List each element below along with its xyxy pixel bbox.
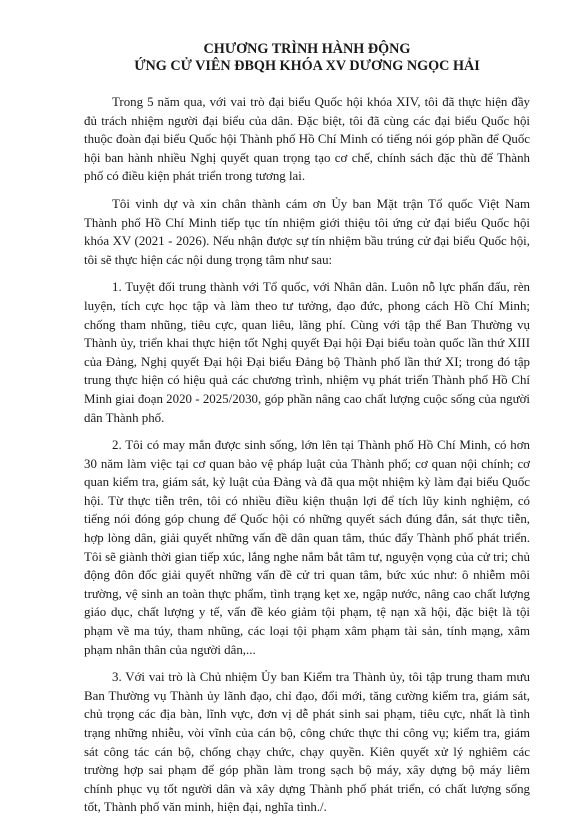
paragraph-point-2: 2. Tôi có may mắn được sinh sống, lớn lên tại Thành phố Hồ Chí Minh, có hơn 30 năm làm việc tại cơ quan bảo vệ pháp luật của Thành phố; cơ quan nội chính; cơ quan kiểm tra, giám sát, kỷ luật của Đảng và đã qua một nhiệm kỳ làm đại biểu Quốc hội. Từ thực tiễn trên, tôi có nhiều điều kiện thuận lợi để tích lũy kinh nghiệm, có tiếng nói đóng góp chung để Quốc hội có những quyết sách đúng đắn, sát thực tiễn, hợp lòng dân, giải quyết những vấn đề dân quan tâm, thúc đẩy Thành phố phát triển. Tôi sẽ giành thời gian tiếp xúc, lắng nghe nắm bắt tâm tư, nguyện vọng của cử tri; chủ động đôn đốc giải quyết những vấn đề cử tri quan tâm, bức xúc như: ô nhiễm môi trường, vệ sinh an toàn thực phẩm, tình trạng kẹt xe, ngập nước, nâng cao chất lượng giáo dục, chất lượng y tế, vấn đề kéo giảm tội phạm, tệ nạn xã hội, đặc biệt là tội phạm về ma túy, tham nhũng, các loại tội phạm xâm phạm tài sản, tính mạng, xâm phạm nhân thân của người dân,... xyxy=(84,438,530,657)
paragraph-point-1: 1. Tuyệt đối trung thành với Tổ quốc, với Nhân dân. Luôn nỗ lực phấn đấu, rèn luyện, tích cực học tập và làm theo tư tưởng, đạo đức, phong cách Hồ Chí Minh; chống tham nhũng, tiêu cực, quan liêu, lãng phí. Cùng với tập thể Ban Thường vụ Thành ủy, triển khai thực hiện tốt Nghị quyết Đại hội Đại biểu toàn quốc lần thứ XIII của Đảng, Nghị quyết Đại hội Đại biểu Đảng bộ Thành phố lần thứ XI; trong đó tập trung thực hiện có hiệu quả các chương trình, nhiệm vụ phát triển Thành phố Hồ Chí Minh giai đoạn 2020 - 2025/2030, góp phần nâng cao chất lượng cuộc sống của người dân Thành phố. xyxy=(84,280,530,425)
document-title-line2: ỨNG CỬ VIÊN ĐBQH KHÓA XV DƯƠNG NGỌC HẢI xyxy=(134,58,480,74)
document-title-line1: CHƯƠNG TRÌNH HÀNH ĐỘNG xyxy=(203,41,411,57)
paragraph-thanks: Tôi vinh dự và xin chân thành cám ơn Ủy ban Mặt trận Tổ quốc Việt Nam Thành phố Hồ Chí Minh tiếp tục tín nhiệm giới thiệu tôi ứng cử đại biểu Quốc hội khóa XV (2021 - 2026). Nếu nhận được sự tín nhiệm bầu trúng cử đại biểu Quốc hội, tôi sẽ thực hiện các nội dung trọng tâm như sau: xyxy=(84,196,530,267)
paragraph-intro: Trong 5 năm qua, với vai trò đại biểu Quốc hội khóa XIV, tôi đã thực hiện đầy đủ trách nhiệm người đại biểu của dân. Đặc biệt, tôi đã cùng các đại biểu Quốc hội thuộc đoàn đại biểu Quốc hội Thành phố Hồ Chí Minh có tiếng nói góp phần để Quốc hội ban hành nhiều Nghị quyết quan trọng tạo cơ chế, chính sách đặc thù để Thành phố có điều kiện phát triển trong tương lai. xyxy=(84,95,530,184)
title-spacer xyxy=(84,75,530,93)
paragraph-point-3: 3. Với vai trò là Chủ nhiệm Ủy ban Kiểm tra Thành ủy, tôi tập trung tham mưu Ban Thường vụ Thành ủy lãnh đạo, chỉ đạo, đổi mới, tăng cường kiểm tra, giám sát, chủ trọng các địa bàn, lĩnh vực, đơn vị dễ phát sinh sai phạm, tiêu cực, nhất là tình trạng những nhiễu, vòi vĩnh của cán bộ, công chức thực thi công vụ; kiểm tra, giám sát công tác cán bộ, chống chạy chức, chạy quyền. Kiên quyết xử lý nghiêm các trường hợp sai phạm để góp phần làm trong sạch bộ máy, xây dựng bộ máy liêm chính phục vụ tốt người dân và xây dựng Thành phố phát triển, có chất lượng sống tốt, Thành phố văn minh, hiện đại, nghĩa tình./. xyxy=(84,670,530,815)
